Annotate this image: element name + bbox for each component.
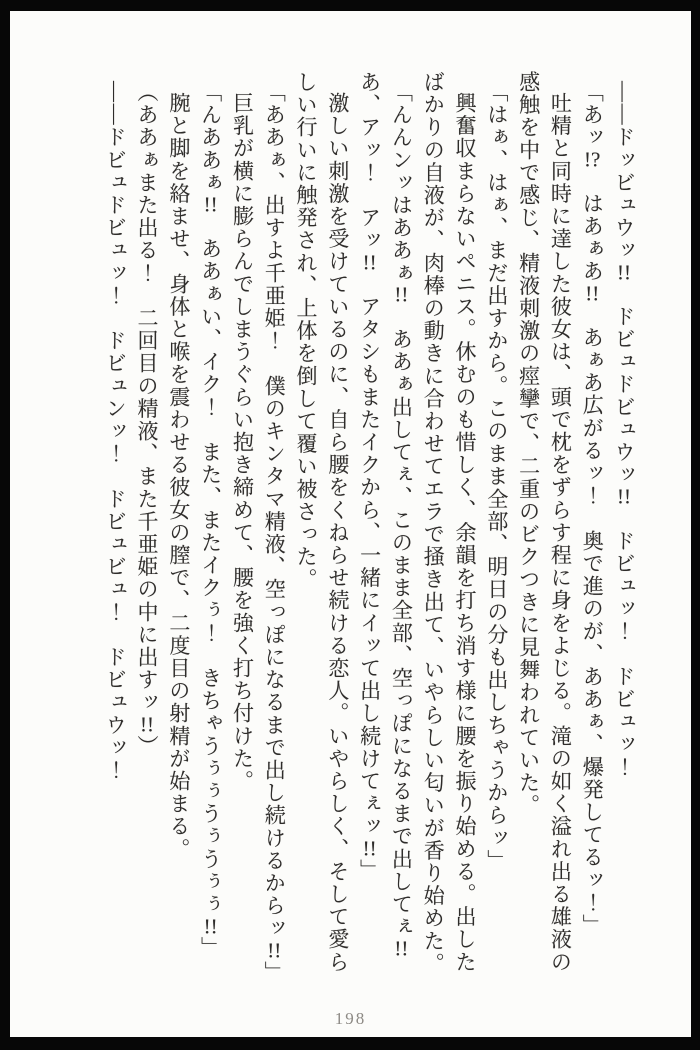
double-punctuation: !!: [203, 915, 218, 937]
text-line: ――ドビュドビュッ！ ドビュンッ！ ドビュビュ！ ドビュウッ！: [103, 81, 128, 782]
double-punctuation: !!: [394, 284, 409, 306]
text-line: 腕と脚を絡ませ、身体と喉を震わせる彼女の膣で、二度目の射精が始まる。: [166, 92, 191, 861]
double-punctuation: !!: [140, 713, 155, 735]
double-punctuation: !!: [394, 938, 409, 960]
double-punctuation: !!: [617, 486, 631, 508]
text-line: ――ドッビュウッ!! ドビュドビュウッ!! ドビュッ！ ドビュッ！: [612, 81, 636, 779]
double-punctuation: !!: [267, 939, 282, 961]
page-number: 198: [334, 1009, 367, 1028]
text-line: 「あッ!? はあぁあ!! あぁあ広がるッ！ 奥で進のが、ああぁ、爆発してるッ！」: [580, 81, 605, 937]
page-text: [98, 71, 639, 1006]
text-line: 「んんンッはああぁ!! ああぁ出してぇ、このまま全部、空っぽになるまで出してぇ!!: [389, 81, 414, 960]
book-page: [10, 11, 691, 1037]
text-line: （ああぁまた出る！ 二回目の精液、また千亜姫の中に出すッ!!）: [135, 81, 160, 758]
text-line: 「はぁ、はぁ、まだ出すから。このまま全部、明日の分も出しちゃうからッ」: [484, 81, 509, 872]
double-punctuation: !!: [362, 837, 377, 859]
double-punctuation: !!: [617, 261, 631, 283]
double-punctuation: !!: [585, 282, 600, 304]
double-punctuation: !!: [203, 194, 218, 215]
text-line: 吐精と同時に達した彼女は、頭で枕をずらす程に身をよじる。滝の如く溢れ出る雄液の: [548, 92, 573, 974]
text-line: 「ああぁ、出すよ千亜姫！ 僕のキンタマ精液、空っぽになるまで出し続けるからッ!!」: [262, 81, 287, 984]
text-line: あ、アッ！ アッ!! アタシもまたイクから、一緒にイッて出し続けてぇッ!!」: [357, 71, 382, 882]
double-punctuation: !?: [584, 148, 601, 170]
text-line: 「んああぁ!! ああぁい、イク！ また、またイクぅ！ きちゃうぅぅうぅうぅぅ!!」: [198, 81, 223, 960]
text-line: 興奮収まらないペニス。休むのも惜しく、余韻を打ち消す様に腰を振り始める。出した: [453, 92, 478, 974]
text-line: 感触を中で感じ、精液刺激の痙攣で、二重のビクつきに見舞われていた。: [516, 71, 541, 817]
text-line: 激しい刺激を受けているのに、自ら腰をくねらせ続ける恋人。いやらしく、そして愛ら: [325, 92, 350, 974]
text-line: しい行いに触発され、上体を倒して覆い被さった。: [294, 71, 319, 591]
double-punctuation: !!: [362, 251, 377, 273]
text-line: 巨乳が横に膨らんでしまうぐらい抱き締めて、腰を強く打ち付けた。: [230, 92, 255, 793]
text-line: ばかりの自液が、肉棒の動きに合わせてエラで掻き出て、いやらしい匂いが香り始めた。: [421, 71, 446, 975]
